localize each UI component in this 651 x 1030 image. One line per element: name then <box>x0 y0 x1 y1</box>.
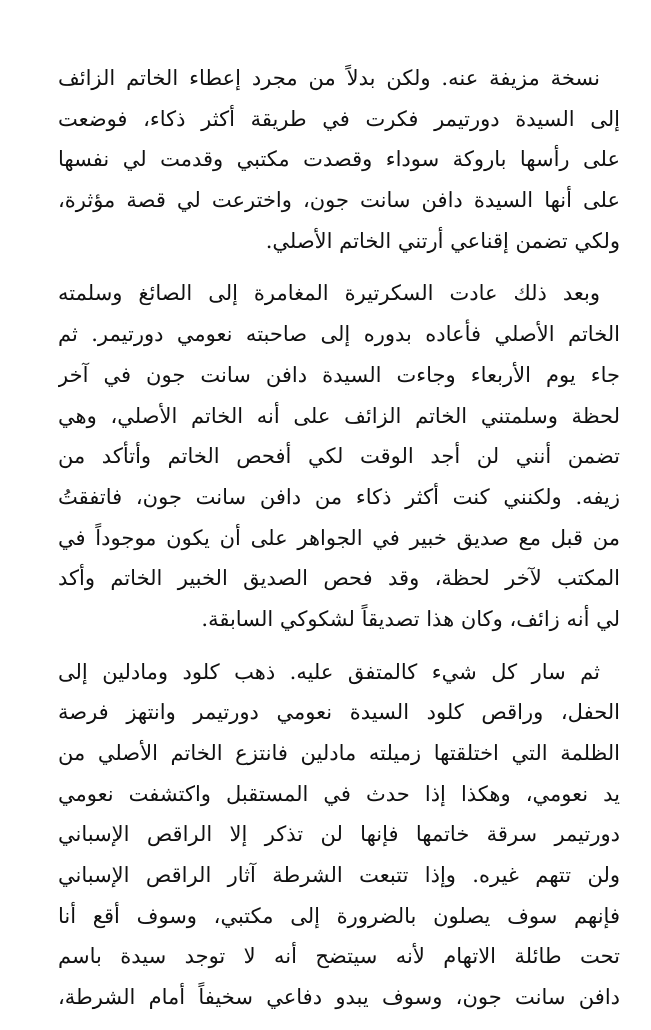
text-line: يد نعومي، وهكذا إذا حدث في المستقبل واكتشفت نعومي <box>58 781 620 806</box>
text-line: على رأسها باروكة سوداء وقصدت مكتبي وقدمت لي نفسها <box>58 147 620 172</box>
text-line: لي أنه زائف، وكان هذا تصديقاً لشكوكي السابقة. <box>201 606 620 631</box>
text-line: ولكي تضمن إقناعي أرتني الخاتم الأصلي. <box>265 228 620 253</box>
paragraph-1 <box>58 58 620 261</box>
text-line: المكتب لآخر لحظة، وقد فحص الصديق الخبير الخاتم وأكد <box>58 566 620 591</box>
text-line: الظلمة التي اختلقتها زميلته مادلين فانتزع الخاتم الأصلي من <box>58 741 620 765</box>
text-line: على أنها السيدة دافن سانت جون، واخترعت لي قصة مؤثرة، <box>58 188 620 213</box>
text-line: ثم سار كل شيء كالمتفق عليه. ذهب كلود ومادلين إلى <box>58 659 600 684</box>
paragraph-2 <box>58 273 620 639</box>
text-line: وبعد ذلك عادت السكرتيرة المغامرة إلى الصائغ وسلمته <box>58 281 600 306</box>
text-line: زيفه. ولكنني كنت أكثر ذكاء من دافن سانت جون، فاتفقتُ <box>58 484 620 509</box>
text-line: دورتيمر سرقة خاتمها فإنها لن تذكر إلا الراقص الإسباني <box>58 822 620 847</box>
text-line: فإنهم سوف يصلون بالضرورة إلى مكتبي، وسوف أقع أنا <box>58 903 620 928</box>
text-line: إلى السيدة دورتيمر فكرت في طريقة أكثر ذكاء، فوضعت <box>58 106 620 131</box>
text-line: لحظة وسلمتني الخاتم الزائف على أنه الخاتم الأصلي، وهي <box>58 403 620 428</box>
text-line: تضمن أنني لن أجد الوقت لكي أفحص الخاتم وأتأكد من <box>58 444 620 469</box>
text-line: من قبل مع صديق خبير في الجواهر على أن يكون موجوداً في <box>58 525 620 550</box>
text-line: نسخة مزيفة عنه. ولكن بدلاً من مجرد إعطاء الخاتم الزائف <box>58 66 600 90</box>
text-line: جاء يوم الأربعاء وجاءت السيدة دافن سانت جون في آخر <box>58 362 620 387</box>
text-line: دافن سانت جون، وسوف يبدو دفاعي سخيفاً أمام الشرطة، <box>58 985 620 1010</box>
text-line: ولن تتهم غيره. وإذا تتبعت الشرطة آثار الراقص الإسباني <box>58 863 620 888</box>
text-line: الخاتم الأصلي فأعاده بدوره إلى صاحبته نعومي دورتيمر. ثم <box>58 322 620 347</box>
paragraph-3 <box>58 652 620 1018</box>
text-line: تحت طائلة الاتهام لأنه سيتضح أنه لا توجد سيدة باسم <box>58 944 620 969</box>
text-line: الحفل، وراقص كلود السيدة نعومي دورتيمر وانتهز فرصة <box>58 700 620 725</box>
document-page <box>58 58 620 1030</box>
